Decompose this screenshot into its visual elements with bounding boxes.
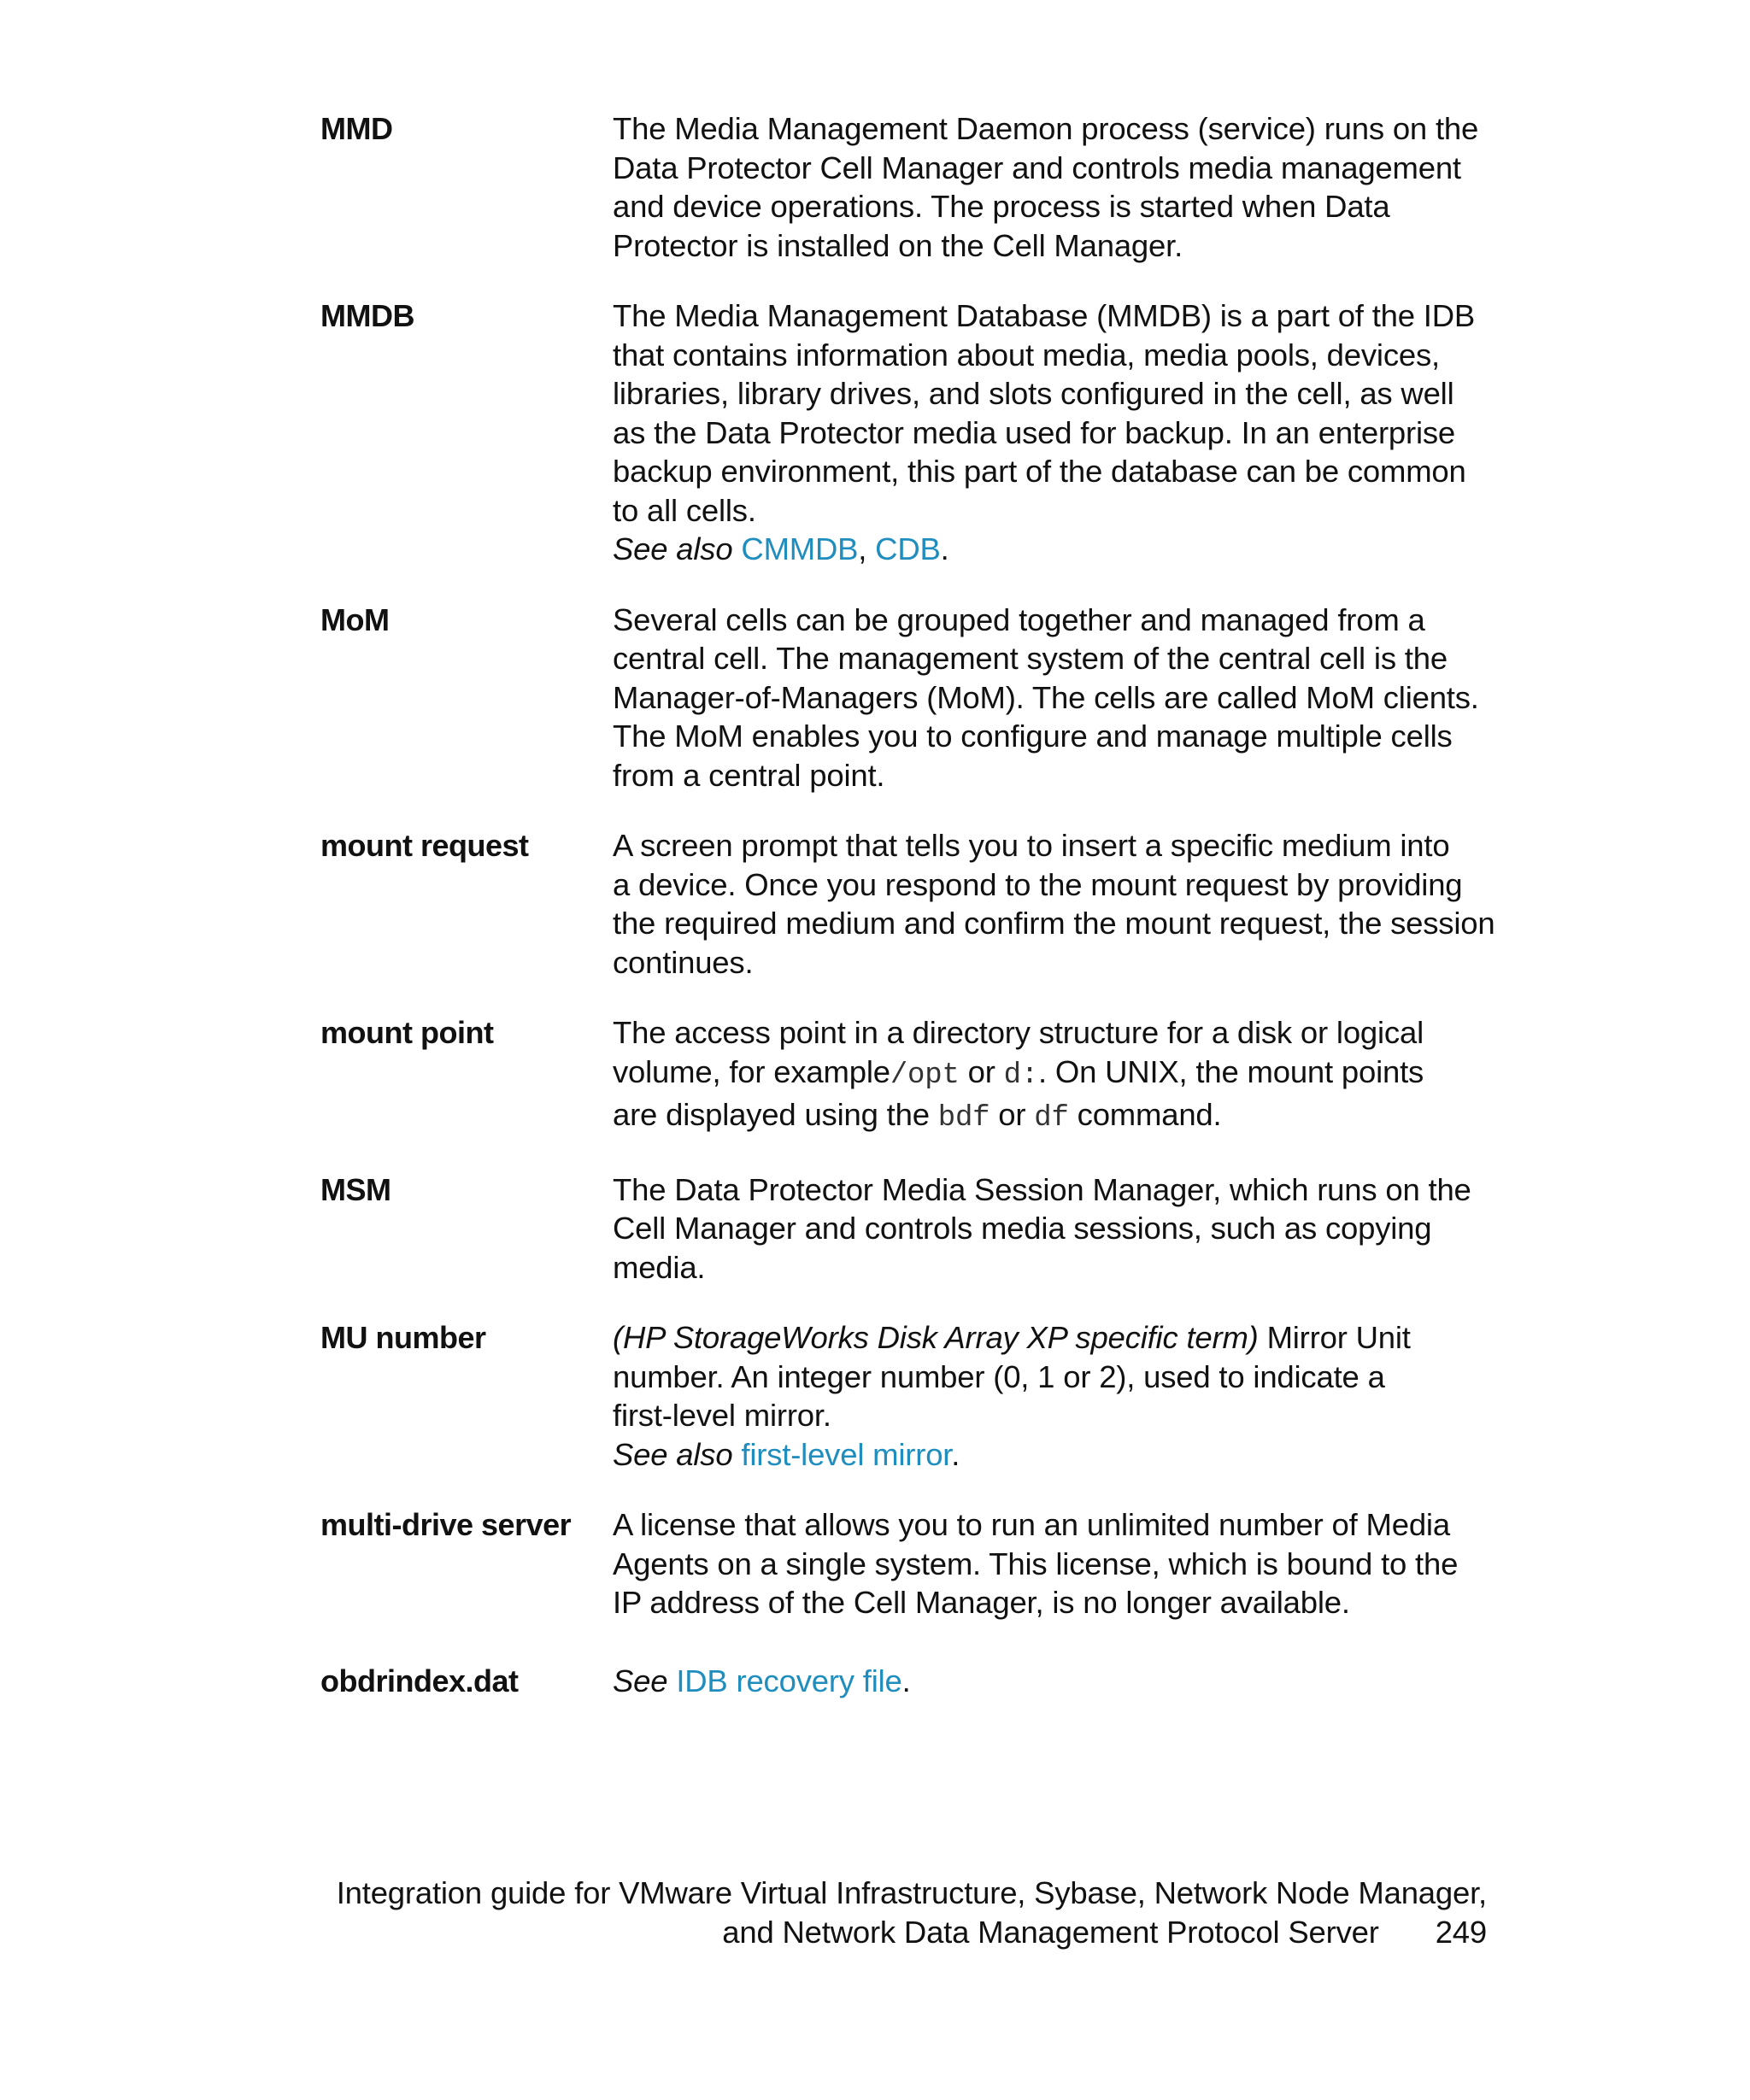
term-mu-number: MU number xyxy=(320,1320,486,1355)
glossary-entry-mmdb xyxy=(320,296,1500,569)
link-first-level-mirror[interactable]: first-level mirror xyxy=(741,1436,952,1472)
term-mount-request: mount request xyxy=(320,828,529,863)
definition-line xyxy=(613,1053,1500,1096)
code-opt: /opt xyxy=(890,1059,960,1092)
definition-line: and device operations. The process is started when Data xyxy=(613,189,1390,224)
glossary-entry-msm xyxy=(320,1170,1500,1288)
glossary-entry-mu-number xyxy=(320,1318,1500,1474)
definition-line: A screen prompt that tells you to insert a specific medium into xyxy=(613,828,1450,863)
code-df: df xyxy=(1034,1102,1069,1135)
text-segment: or xyxy=(990,1097,1035,1132)
definition-line: Agents on a single system. This license, which is bound to the xyxy=(613,1546,1459,1581)
glossary-entry-mom xyxy=(320,601,1500,795)
code-d: d: xyxy=(1003,1059,1039,1092)
footer-title-line2-row xyxy=(320,1913,1487,1952)
definition-mount-point xyxy=(613,1013,1500,1139)
footer-title-line2: and Network Data Management Protocol Server xyxy=(722,1915,1379,1950)
link-idb-recovery-file[interactable]: IDB recovery file xyxy=(676,1663,902,1698)
definition-line: Protector is installed on the Cell Manager. xyxy=(613,227,1183,263)
definition-line: The Data Protector Media Session Manager, which runs on the xyxy=(613,1171,1471,1207)
term-mmd: MMD xyxy=(320,111,393,146)
glossary-entry-obdrindex xyxy=(320,1662,1500,1701)
definition-line: first-level mirror. xyxy=(613,1398,831,1433)
page-number: 249 xyxy=(1435,1915,1487,1950)
definition-line: The access point in a directory structure for a disk or logical xyxy=(613,1015,1424,1050)
see-also-label: See also xyxy=(613,1436,733,1472)
link-cmmdb[interactable]: CMMDB xyxy=(741,531,859,566)
definition-line: Cell Manager and controls media sessions, such as copying xyxy=(613,1211,1432,1246)
see-also-line: See also first-level mirror. xyxy=(613,1436,960,1472)
text-segment: or xyxy=(959,1053,1004,1089)
definition-multi-drive-server xyxy=(613,1505,1500,1622)
definition-msm xyxy=(613,1170,1500,1288)
see-line: See IDB recovery file. xyxy=(613,1663,911,1698)
definition-line: Several cells can be grouped together and managed from a xyxy=(613,601,1425,637)
page-footer xyxy=(320,1874,1487,1952)
text-segment: volume, for example xyxy=(613,1053,890,1089)
definition-line: the required medium and confirm the mount request, the session xyxy=(613,906,1495,941)
text-segment: are displayed using the xyxy=(613,1097,938,1132)
term-mount-point: mount point xyxy=(320,1015,494,1050)
definition-line: media. xyxy=(613,1249,706,1285)
term-obdrindex: obdrindex.dat xyxy=(320,1663,519,1698)
definition-mom xyxy=(613,601,1500,795)
definition-line: libraries, library drives, and slots configured in the cell, as well xyxy=(613,376,1454,411)
definition-line: Data Protector Cell Manager and controls media management xyxy=(613,150,1461,185)
code-bdf: bdf xyxy=(937,1102,990,1135)
see-also-label: See also xyxy=(613,531,733,566)
text-segment: . On UNIX, the mount points xyxy=(1038,1053,1424,1089)
footer-title-line1: Integration guide for VMware Virtual Infrastructure, Sybase, Network Node Manager, xyxy=(336,1875,1487,1910)
definition-line: to all cells. xyxy=(613,492,756,528)
definition-line: central cell. The management system of the central cell is the xyxy=(613,641,1448,676)
definition-mu-number xyxy=(613,1318,1500,1474)
definition-line: as the Data Protector media used for backup. In an enterprise xyxy=(613,414,1456,450)
term-multi-drive-server: multi-drive server xyxy=(320,1507,572,1542)
definition-line: a device. Once you respond to the mount request by providing xyxy=(613,866,1463,902)
definition-line: that contains information about media, media pools, devices, xyxy=(613,337,1440,372)
definition-line: The Media Management Database (MMDB) is a part of the IDB xyxy=(613,298,1476,333)
definition-mmdb xyxy=(613,296,1500,569)
definition-line: The Media Management Daemon process (service) runs on the xyxy=(613,111,1479,146)
definition-line: number. An integer number (0, 1 or 2), used to indicate a xyxy=(613,1358,1385,1394)
definition-line xyxy=(613,1318,1500,1358)
see-also-line: See also CMMDB, CDB. xyxy=(613,531,949,566)
definition-line: The MoM enables you to configure and manage multiple cells xyxy=(613,719,1453,754)
term-mmdb: MMDB xyxy=(320,298,414,333)
definition-line: A license that allows you to run an unlimited number of Media xyxy=(613,1507,1450,1542)
definition-line: continues. xyxy=(613,944,754,980)
glossary-entry-mmd xyxy=(320,109,1500,265)
definition-line: IP address of the Cell Manager, is no longer available. xyxy=(613,1585,1350,1620)
italic-qualifier: (HP StorageWorks Disk Array XP specific term) xyxy=(613,1320,1259,1355)
definition-line: from a central point. xyxy=(613,757,885,793)
link-cdb[interactable]: CDB xyxy=(875,531,941,566)
glossary-entry-mount-point xyxy=(320,1013,1500,1139)
term-msm: MSM xyxy=(320,1171,391,1207)
definition-line xyxy=(613,1095,1500,1139)
definition-line: backup environment, this part of the database can be common xyxy=(613,454,1466,489)
glossary-list xyxy=(320,109,1500,1701)
definition-line: Manager-of-Managers (MoM). The cells are called MoM clients. xyxy=(613,679,1479,715)
glossary-entry-mount-request xyxy=(320,826,1500,982)
definition-obdrindex xyxy=(613,1662,1500,1701)
see-label: See xyxy=(613,1663,668,1698)
definition-mmd xyxy=(613,109,1500,265)
glossary-entry-multi-drive-server xyxy=(320,1505,1500,1622)
term-mom: MoM xyxy=(320,601,390,637)
definition-mount-request xyxy=(613,826,1500,982)
text-segment: Mirror Unit xyxy=(1258,1320,1411,1355)
text-segment: command. xyxy=(1068,1097,1222,1132)
